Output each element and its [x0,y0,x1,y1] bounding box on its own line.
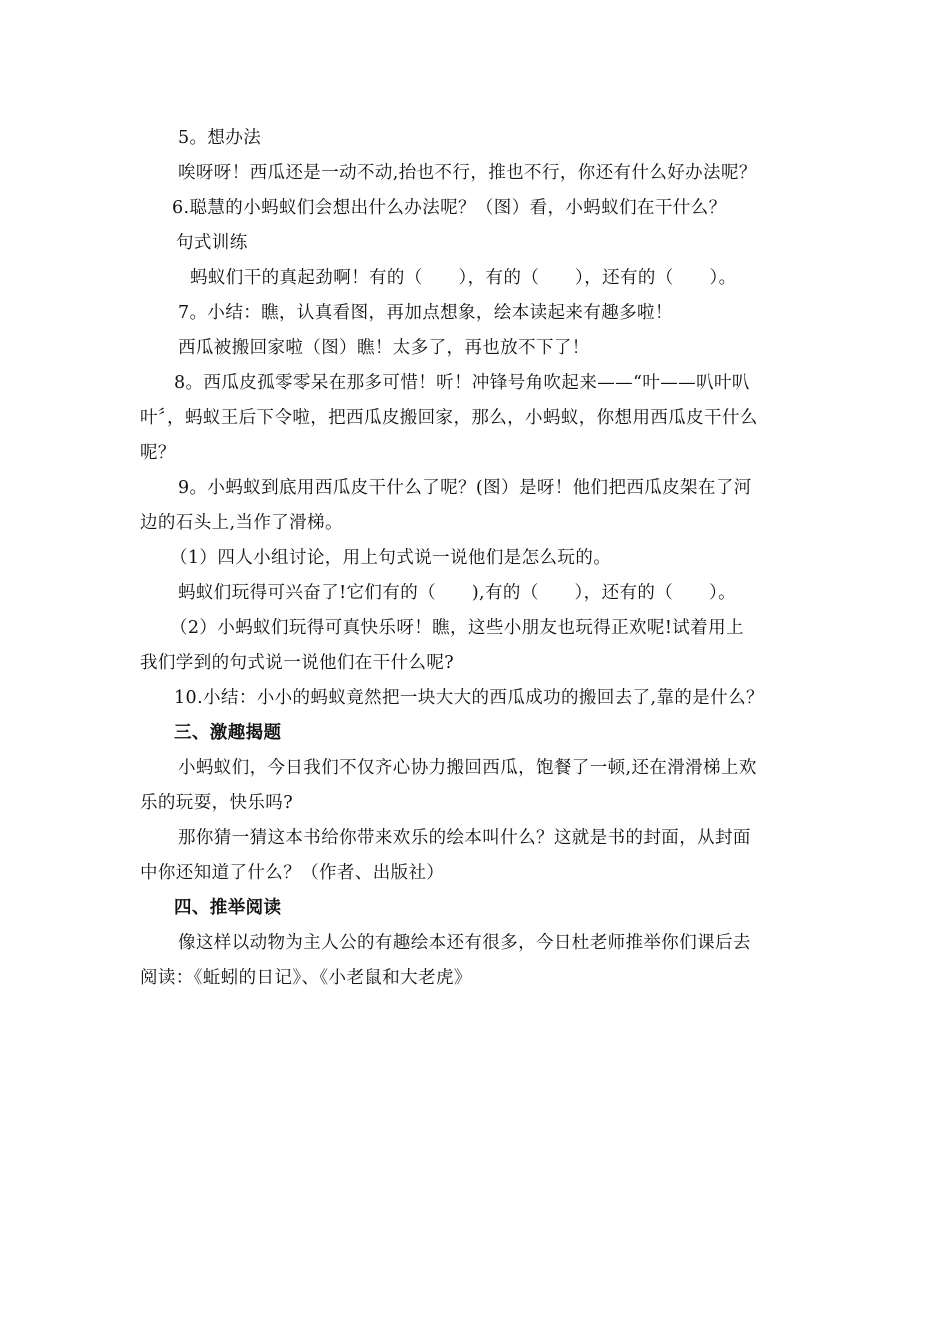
text-line: 乐的玩耍，快乐吗? [140,793,293,813]
text-line: 蚂蚁们干的真起劲啊！有的（ ），有的（ ），还有的（ ）。 [190,268,737,288]
text-line: 阅读：《蚯蚓的日记》、《小老鼠和大老虎》 [140,968,472,988]
text-line: 10.小结：小小的蚂蚁竟然把一块大大的西瓜成功的搬回去了,靠的是什么？ [174,688,764,708]
text-line: 小蚂蚁们，今日我们不仅齐心协力搬回西瓜，饱餐了一顿,还在滑滑梯上欢 [178,758,757,778]
text-line: 9。小蚂蚁到底用西瓜皮干什么了呢？(图）是呀！他们把西瓜皮架在了河 [178,478,752,498]
section-heading: 三、激趣揭题 [174,723,282,743]
text-line: 中你还知道了什么？（作者、出版社） [140,863,445,883]
text-line: 唉呀呀！西瓜还是一动不动,抬也不行，推也不行，你还有什么好办法呢？ [178,163,757,183]
text-line: 8。西瓜皮孤零零呆在那多可惜！听！冲锋号角吹起来——“叶——叭叶叭 [174,373,750,393]
text-line: 我们学到的句式说一说他们在干什么呢? [140,653,455,673]
text-line: 那你猜一猜这本书给你带来欢乐的绘本叫什么？这就是书的封面，从封面 [178,828,751,848]
text-line: 西瓜被搬回家啦（图）瞧！太多了，再也放不下了！ [178,338,590,358]
section-heading: 四、推举阅读 [174,898,282,918]
text-line: 5。想办法 [178,128,262,148]
text-line: 7。小结：瞧，认真看图，再加点想象，绘本读起来有趣多啦！ [178,303,673,323]
text-line: （2）小蚂蚁们玩得可真快乐呀！瞧，这些小朋友也玩得正欢呢!试着用上 [170,618,744,638]
text-line: 蚂蚁们玩得可兴奋了!它们有的（ ),有的（ ），还有的（ ）。 [178,583,737,603]
text-line: 句式训练 [176,233,248,253]
text-line: 6.聪慧的小蚂蚁们会想出什么办法呢？（图）看，小蚂蚁们在干什么？ [172,198,727,218]
text-line: 叶〞，蚂蚁王后下令啦，把西瓜皮搬回家，那么，小蚂蚁，你想用西瓜皮干什么 [140,408,758,428]
text-line: 呢？ [140,443,176,463]
text-line: （1）四人小组讨论，用上句式说一说他们是怎么玩的。 [170,548,612,568]
text-line: 边的石头上,当作了滑梯。 [140,513,343,533]
text-line: 像这样以动物为主人公的有趣绘本还有很多，今日杜老师推举你们课后去 [178,933,751,953]
